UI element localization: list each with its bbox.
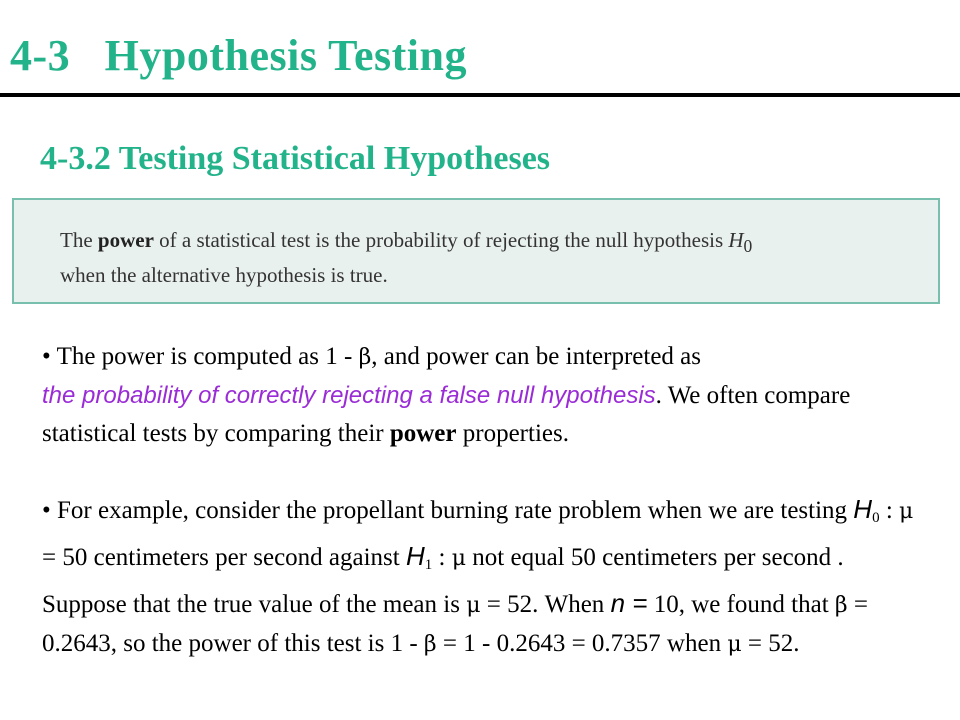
highlight-phrase: the probability of correctly rejecting a false null hypothesis xyxy=(42,382,656,409)
section-heading: 4-3.2 Testing Statistical Hypotheses xyxy=(40,140,551,177)
bold-power: power xyxy=(389,420,457,447)
title-underline xyxy=(0,93,960,97)
definition-bold-power: power xyxy=(97,228,154,252)
definition-text: The power of a statistical test is the probability of rejecting the null hypothesis $H_0$ when the alternative hypothesis is true. xyxy=(60,228,753,288)
h0-symbol: H xyxy=(728,228,744,252)
bullet-marker: • xyxy=(42,497,51,524)
bullet-marker: • xyxy=(42,343,51,370)
bullet-example: • For example, consider the propellant burning rate problem when we are testing $H_0$ : μ = 50 centimeters per second against $H_1$ : μ not equal 50 centimeters per second . Suppose that the true value of the mean is μ = 52. When n = 10, we found that β = 0.2643, so the power of this test is 1 - β = 1 - 0.2643 = 0.7357 when μ = 52. xyxy=(42,494,914,657)
definition-box xyxy=(12,198,940,304)
slide-title: 4-3 Hypothesis Testing xyxy=(10,31,467,80)
bullet-power: • The power is computed as 1 - β, and power can be interpreted as the probability of correctly rejecting a false null hypothesis. We often compare statistical tests by comparing their power properties. xyxy=(42,343,851,447)
